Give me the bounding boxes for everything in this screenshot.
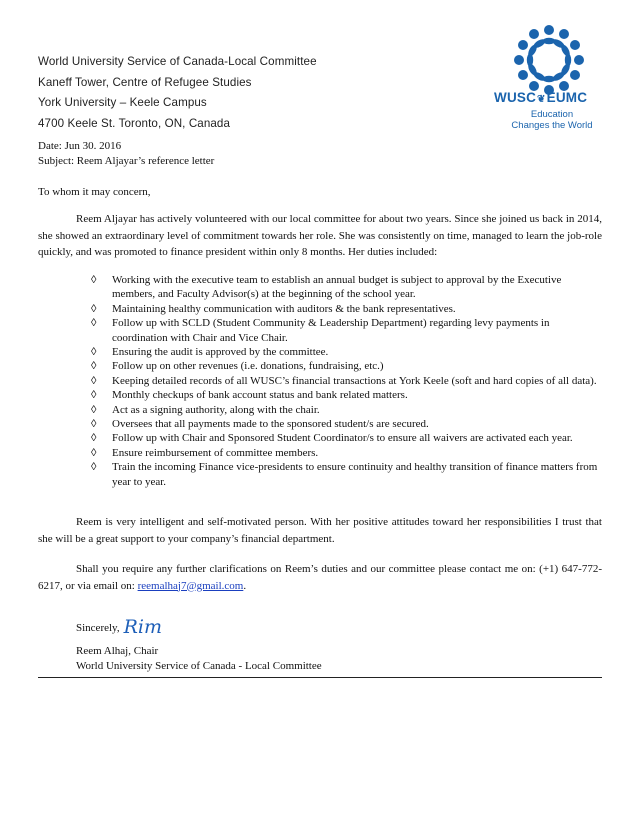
address-line: 4700 Keele St. Toronto, ON, Canada [38, 116, 231, 130]
duty-text: Working with the executive team to establish an annual budget is subject to approval by the Executive members, and Faculty Advisor(s) at the beginning of the school year. [112, 274, 562, 301]
duty-item [91, 359, 601, 373]
intro-text: Reem Aljayar has actively volunteered with our local committee for about two years. Since she joined us back in 2014, she showed an extraordinary level of commitment towards her role. She was consistently on time, managed to learn the job-role quickly, and was promoted to finance president within only 8 months. Her duties included: [38, 213, 602, 258]
logo-figure-head [514, 55, 524, 65]
duty-item [91, 446, 601, 460]
contact-text: Shall you require any further clarifications on Reem’s duties and our committee please contact me on: (+1) 647-772-6217, or via email on: [38, 563, 602, 592]
logo-figure-head [518, 70, 528, 80]
duties-list [91, 273, 601, 489]
duty-text: Ensuring the audit is approved by the committee. [112, 346, 329, 359]
duty-text: Act as a signing authority, along with the chair. [112, 403, 320, 416]
duty-item [91, 431, 601, 445]
recommendation-text: Reem is very intelligent and self-motivated person. With her positive attitudes toward her responsibilities I trust that she will be a great support to your company’s financial department. [38, 516, 602, 545]
duty-text: Ensure reimbursement of committee members. [112, 446, 319, 459]
address-line: York University – Keele Campus [38, 96, 207, 109]
maple-leaf-icon: ❦ [537, 94, 546, 105]
diamond-bullet-icon: ◊ [91, 302, 97, 315]
letter-subject: Subject: Reem Aljayar’s reference letter [38, 154, 215, 167]
logo-figure-head [570, 40, 580, 50]
duty-item [91, 417, 601, 431]
duty-item [91, 273, 601, 302]
duty-text: Follow up on other revenues (i.e. donations, fundraising, etc.) [112, 360, 384, 373]
diamond-bullet-icon: ◊ [91, 432, 97, 445]
duty-item [91, 374, 601, 388]
closing-text: Sincerely, [76, 622, 120, 634]
duty-text: Oversees that all payments made to the sponsored student/s are secured. [112, 418, 429, 431]
duty-item [91, 302, 601, 316]
logo-figure-head [518, 40, 528, 50]
letter-date: Date: Jun 30. 2016 [38, 140, 122, 152]
duty-item [91, 316, 601, 345]
sender-address [38, 52, 317, 134]
logo-figure-head [570, 70, 580, 80]
diamond-bullet-icon: ◊ [91, 461, 97, 474]
signer-organization: World University Service of Canada - Local Committee [76, 660, 322, 672]
closing-block [76, 612, 162, 638]
logo-figure-head [559, 29, 569, 39]
email-link[interactable]: reemalhaj7@gmail.com [137, 579, 244, 592]
diamond-bullet-icon: ◊ [91, 418, 97, 431]
signature: Rim [123, 616, 162, 638]
logo-name: WUSC❦EUMC [494, 90, 588, 105]
duty-item [91, 403, 601, 417]
duty-text: Train the incoming Finance vice-presidents to ensure continuity and healthy transition of finance matters from year to year. [112, 461, 598, 488]
letter-meta [38, 139, 214, 168]
wusc-logo-text [494, 90, 604, 131]
signer-name: Reem Alhaj, Chair [76, 645, 159, 657]
duty-text: Follow up with SCLD (Student Community & Leadership Department) regarding levy payments in coordination with Chair and Vice Chair. [112, 317, 550, 344]
contact-paragraph: Shall you require any further clarifications on Reem’s duties and our committee please contact me on: (+1) 647-772-6217, or via email on: reemalhaj7@gmail.com. [38, 563, 602, 592]
duty-text: Maintaining healthy communication with auditors & the bank representatives. [112, 302, 456, 315]
signer-block [76, 644, 322, 674]
diamond-bullet-icon: ◊ [91, 374, 97, 387]
diamond-bullet-icon: ◊ [91, 346, 97, 359]
diamond-bullet-icon: ◊ [91, 360, 97, 373]
duty-item [91, 345, 601, 359]
duty-text: Follow up with Chair and Sponsored Student Coordinator/s to ensure all waivers are activated each year. [112, 432, 573, 445]
diamond-bullet-icon: ◊ [91, 317, 97, 330]
intro-paragraph [38, 211, 602, 261]
logo-figure-head [529, 29, 539, 39]
duty-text: Monthly checkups of bank account status and bank related matters. [112, 389, 408, 402]
diamond-bullet-icon: ◊ [91, 403, 97, 416]
diamond-bullet-icon: ◊ [91, 274, 97, 286]
logo-tagline: Education Changes the World [511, 109, 593, 131]
address-line: Kaneff Tower, Centre of Refugee Studies [38, 75, 252, 89]
recommendation-paragraph [38, 514, 602, 547]
address-line: World University Service of Canada-Local Committee [38, 55, 317, 68]
logo-figure-head [544, 25, 554, 35]
diamond-bullet-icon: ◊ [91, 389, 97, 402]
logo-figure-head [574, 55, 584, 65]
duty-item [91, 460, 601, 489]
duty-item [91, 388, 601, 402]
diamond-bullet-icon: ◊ [91, 446, 97, 459]
duty-text: Keeping detailed records of all WUSC’s financial transactions at York Keele (soft and hard copies of all data). [112, 374, 597, 387]
greeting: To whom it may concern, [38, 186, 151, 198]
footer-divider [38, 677, 602, 678]
